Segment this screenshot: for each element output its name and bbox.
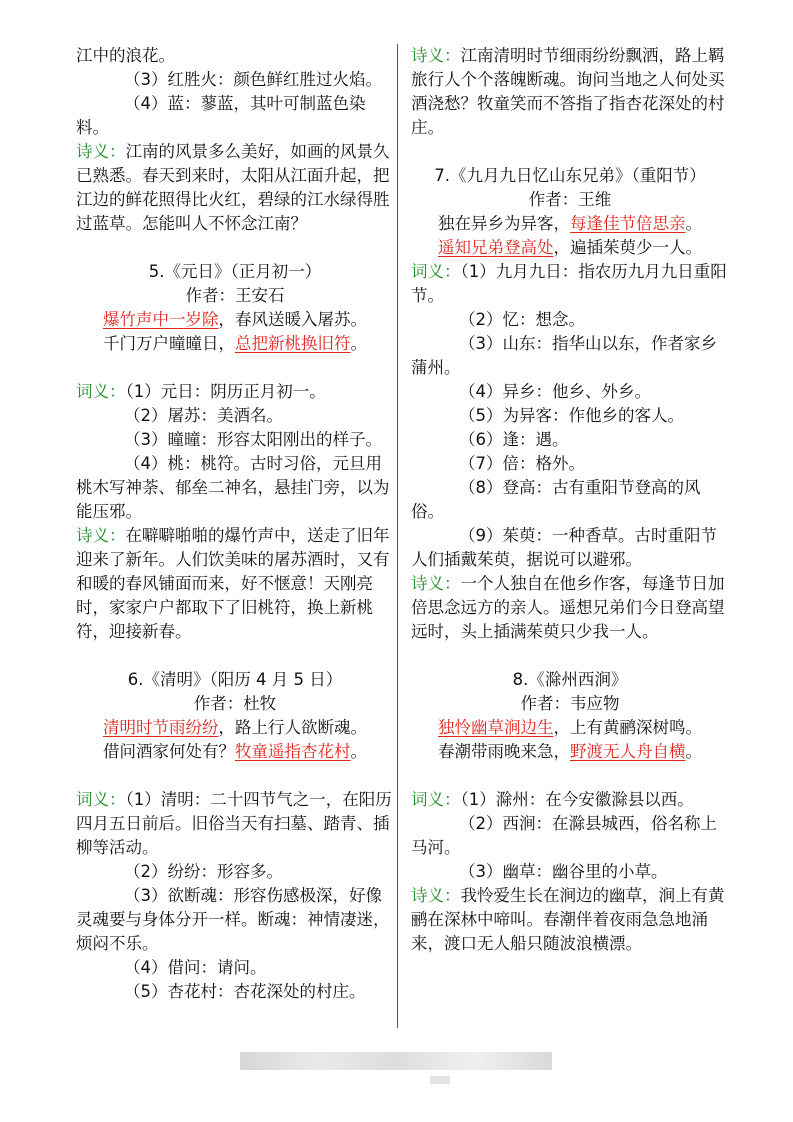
poem-title: 7.《九月九日忆山东兄弟》（重阳节） [434,166,706,185]
definition-item: （2）西涧：在滁县城西，俗名称上马河。 [411,814,717,857]
left-column [76,44,394,1028]
poem-title: 6.《清明》（阳历 4 月 5 日） [127,670,343,689]
highlighted-verse: 总把新桃换旧符 [235,334,351,353]
vocab-label: 词义： [411,262,461,281]
definition-item: （7）倍：格外。 [459,454,585,473]
meaning-label: 诗义： [411,574,461,593]
meaning-text: 我怜爱生长在涧边的幽草，涧上有黄鹂在深林中啼叫。春潮伴着夜雨急急地涌来，渡口无人船只随波浪横漂。 [411,886,725,953]
meaning-text: 江南的风景多么美好，如画的风景久已熟悉。春天到来时，太阳从江面升起，把江边的鲜花照得比火红，碧绿的江水绿得胜过蓝草。怎能叫人不怀念江南？ [76,142,390,233]
poem-line: 独怜幽草涧边生，上有黄鹂深树鸣。 [438,718,702,737]
meaning-label: 诗义： [411,46,461,65]
column-divider [397,44,398,1028]
definition-item: 词义：（1）清明：二十四节气之一，在阳历四月五日前后。旧俗当天有扫墓、踏青、插柳等活动。 [76,790,392,857]
definition-item: （3）曈曈：形容太阳刚出的样子。 [124,430,382,449]
vocab-label: 词义： [76,790,126,809]
definition-item: （2）屠苏：美酒名。 [124,406,283,425]
poem-meaning [411,572,729,644]
poem-meaning [76,140,394,236]
meaning-label: 诗义： [76,142,126,161]
definition-item: 词义：（1）元日：阴历正月初一。 [76,382,326,401]
poem-line: 借问酒家何处有？牧童遥指杏花村。 [103,742,367,761]
poem-author: 作者：王维 [528,190,612,209]
definition-item: （2）忆：想念。 [459,310,585,329]
right-column [411,44,729,956]
highlighted-verse: 遥知兄弟登高处 [438,238,554,257]
poem-line: 清明时节雨纷纷，路上行人欲断魂。 [103,718,367,737]
meaning-text: 在噼噼啪啪的爆竹声中，送走了旧年迎来了新年。人们饮美味的屠苏酒时，又有和暖的春风铺面而来，好不惬意！天刚亮时，家家户户都取下了旧桃符，换上新桃符，迎接新春。 [76,526,390,641]
poem-line: 千门万户曈曈日，总把新桃换旧符。 [103,334,367,353]
highlighted-verse: 每逢佳节倍思亲 [570,214,686,233]
meaning-label: 诗义： [411,886,461,905]
poem-meaning [76,524,394,644]
blurred-footer-watermark [240,1052,552,1070]
definition-item: 词义：（1）九月九日：指农历九月九日重阳节。 [411,262,727,305]
poem-author: 作者：杜牧 [193,694,277,713]
definition-item: （3）山东：指华山以东，作者家乡蒲州。 [411,334,717,377]
definition-item: （3）红胜火：颜色鲜红胜过火焰。 [124,70,382,89]
meaning-label: 诗义： [76,526,126,545]
definition-item: （6）逢：遇。 [459,430,569,449]
definition-item: （2）纷纷：形容多。 [124,862,283,881]
text-line: 江中的浪花。 [76,46,175,65]
poem-line: 遥知兄弟登高处，遍插茱萸少一人。 [438,238,702,257]
highlighted-verse: 野渡无人舟自横 [570,742,686,761]
blurred-page-number [430,1076,450,1084]
definition-item: （4）蓝：蓼蓝，其叶可制蓝色染料。 [76,94,366,137]
poem-line: 独在异乡为异客，每逢佳节倍思亲。 [438,214,702,233]
highlighted-verse: 爆竹声中一岁除 [103,310,219,329]
poem-author: 作者：王安石 [185,286,285,305]
vocab-label: 词义： [76,382,126,401]
highlighted-verse: 牧童遥指杏花村 [235,742,351,761]
definition-item: （4）异乡：他乡、外乡。 [459,382,651,401]
meaning-text: 一个人独自在他乡作客，每逢节日加倍思念远方的亲人。遥想兄弟们今日登高望远时，头上插满茱萸只少我一人。 [411,574,725,641]
definition-item: （4）桃：桃符。古时习俗，元旦用桃木写神荼、郁垒二神名，悬挂门旁，以为能压邪。 [76,454,390,521]
poem-title: 5.《元日》（正月初一） [148,262,322,281]
definition-item: （5）杏花村：杏花深处的村庄。 [124,982,366,1001]
definition-item: （8）登高：古有重阳节登高的风俗。 [411,478,701,521]
vocab-label: 词义： [411,790,461,809]
poem-line: 春潮带雨晚来急，野渡无人舟自横。 [438,742,702,761]
poem-meaning [411,884,729,956]
definition-item: （4）借问：请问。 [124,958,267,977]
definition-item: 词义：（1）滁州：在今安徽滁县以西。 [411,790,694,809]
definition-item: （3）欲断魂：形容伤感极深，好像灵魂要与身体分开一样。断魂：神情凄迷，烦闷不乐。 [76,886,390,953]
poem-line: 爆竹声中一岁除，春风送暖入屠苏。 [103,310,367,329]
meaning-text: 江南清明时节细雨纷纷飘洒，路上羁旅行人个个落魄断魂。询问当地之人何处买酒浇愁？牧童笑而不答指了指杏花深处的村庄。 [411,46,725,137]
poem-author: 作者：韦应物 [520,694,620,713]
definition-item: （9）茱萸：一种香草。古时重阳节人们插戴茱萸，据说可以避邪。 [411,526,717,569]
poem-meaning [411,44,729,140]
definition-item: （3）幽草：幽谷里的小草。 [459,862,668,881]
highlighted-verse: 清明时节雨纷纷 [103,718,219,737]
highlighted-verse: 独怜幽草涧边生 [438,718,554,737]
poem-title: 8.《滁州西涧》 [512,670,628,689]
definition-item: （5）为异客：作他乡的客人。 [459,406,684,425]
